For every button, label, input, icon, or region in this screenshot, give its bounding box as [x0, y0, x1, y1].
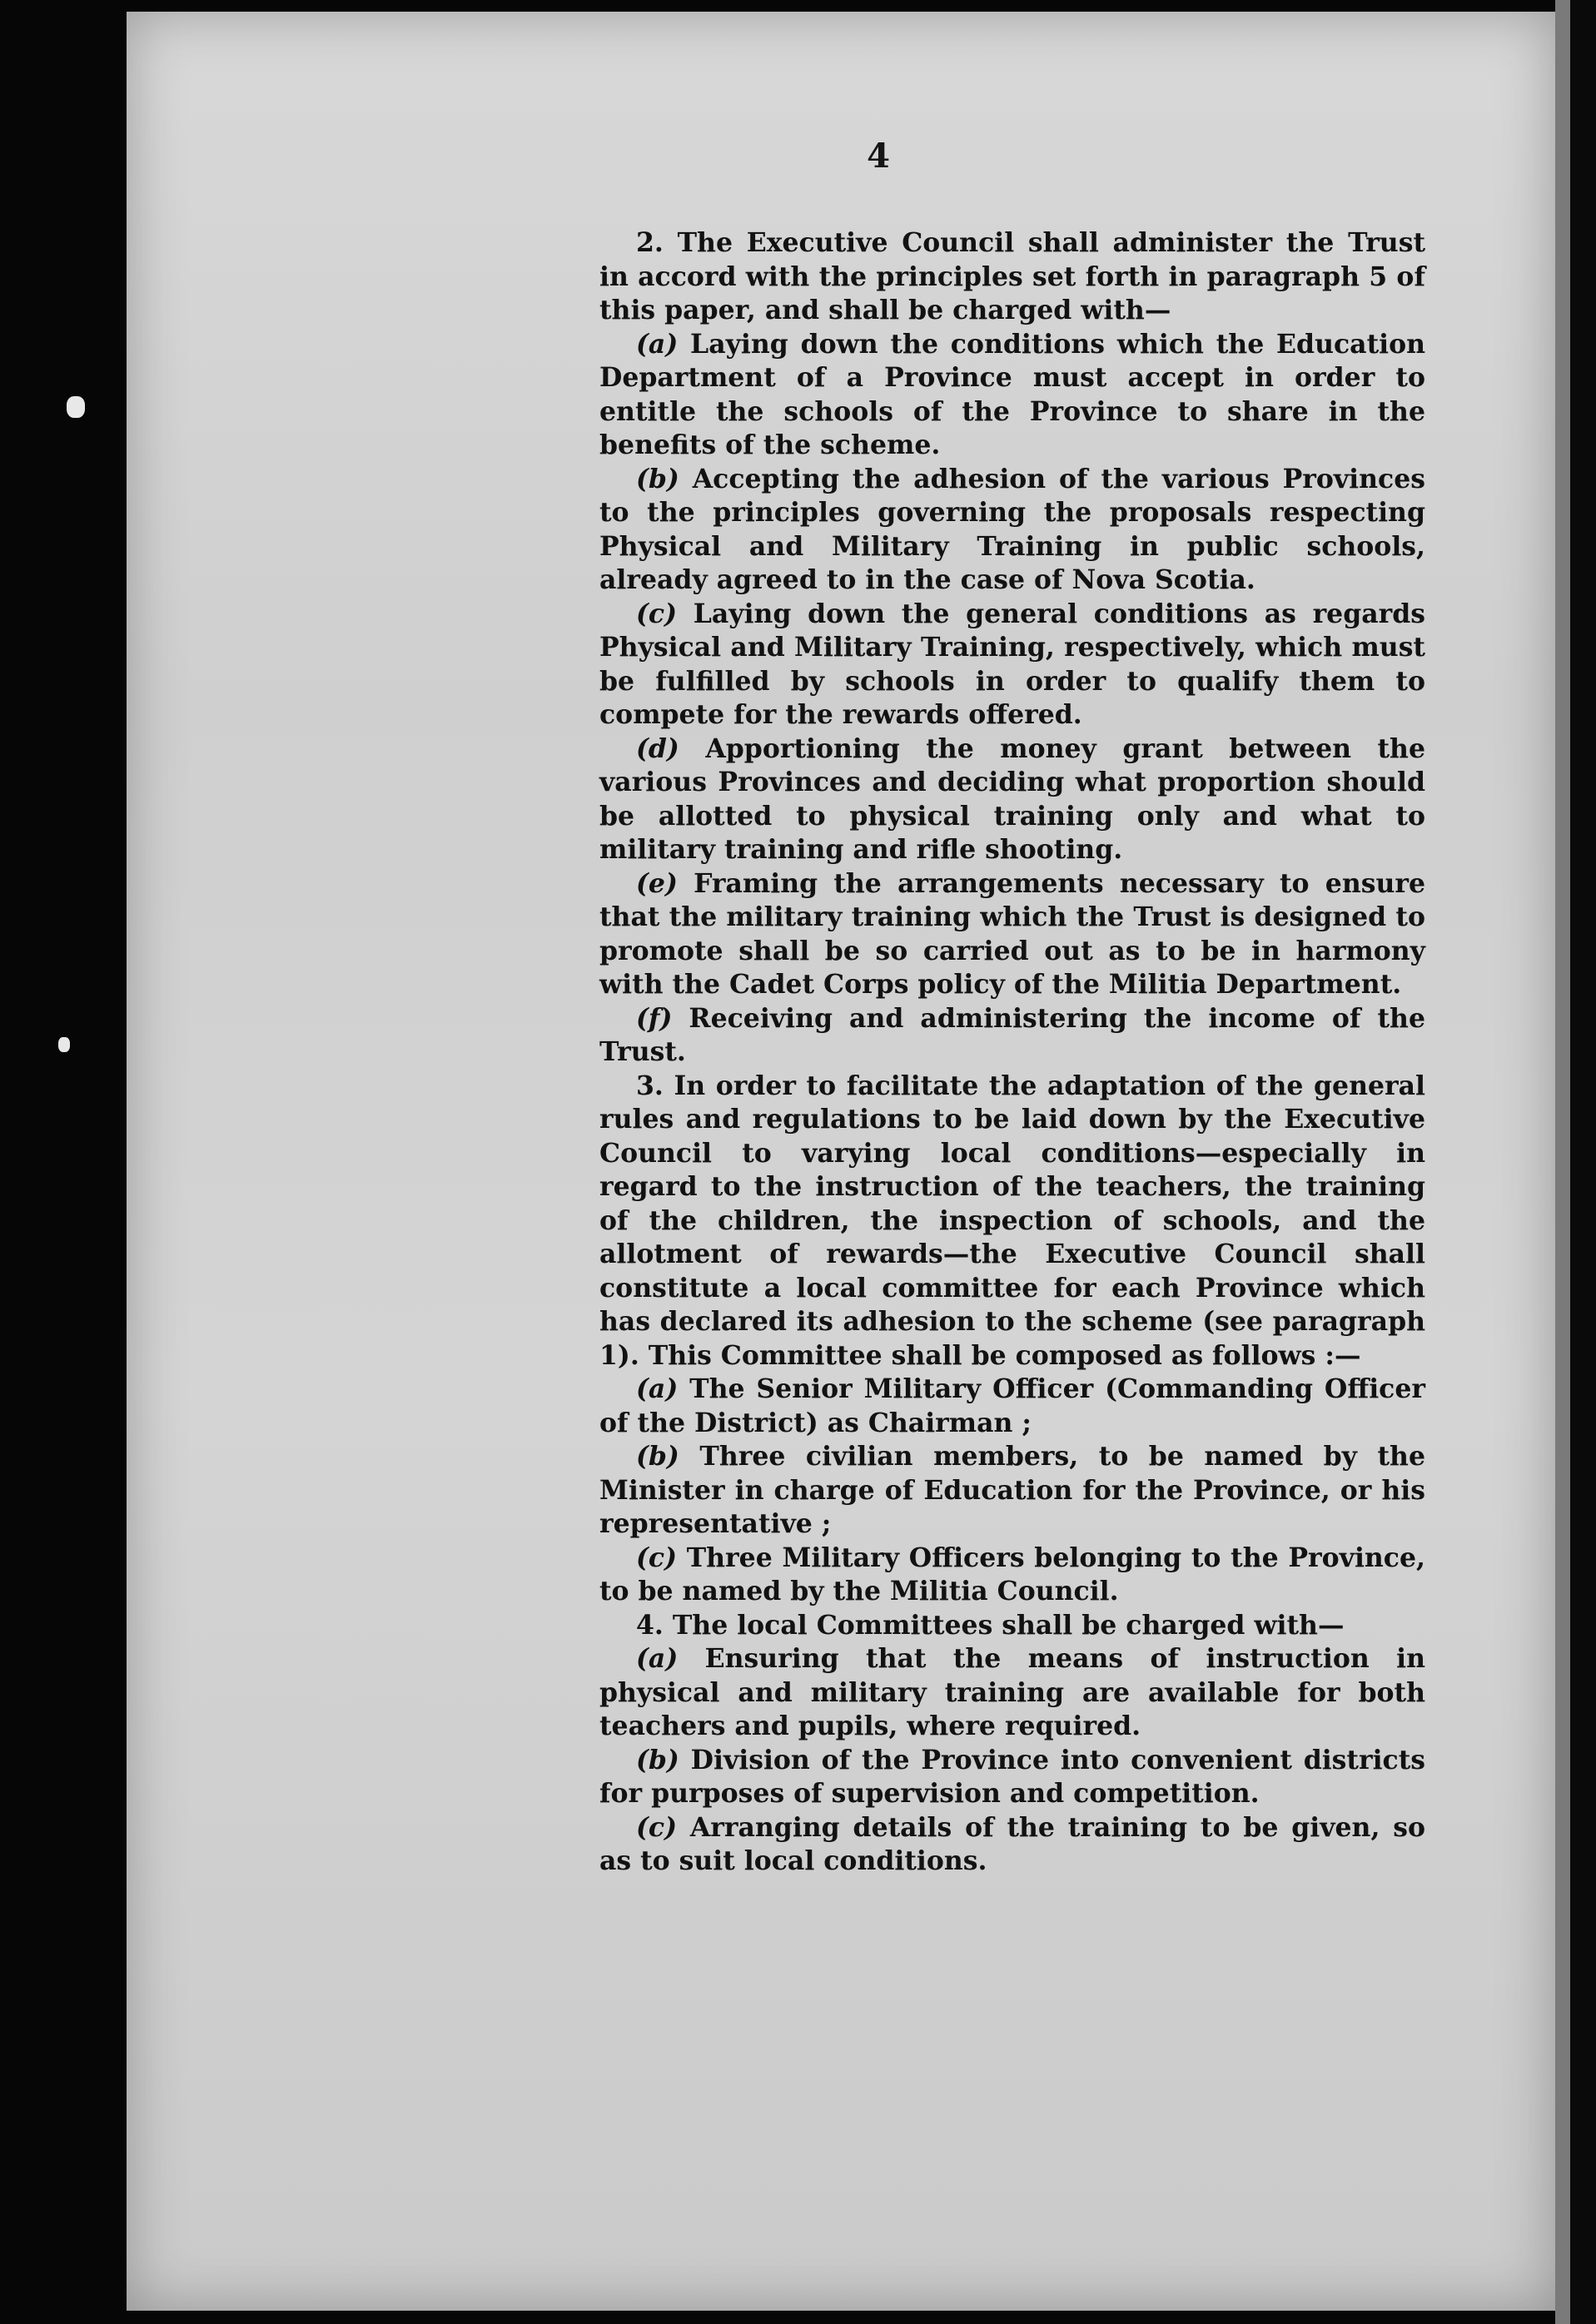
clause-3b: (b) Three civilian members, to be named by the Minister in charge of Education for the Province, or his representative ;	[599, 1441, 1425, 1539]
adjacent-page-edge	[1555, 0, 1570, 2324]
binding-mark	[67, 396, 85, 418]
page-number: 4	[867, 137, 890, 176]
clause-marker: (c)	[636, 1542, 677, 1573]
clause-marker: (c)	[636, 598, 677, 629]
clause-marker: (a)	[636, 1643, 679, 1674]
clause-marker: (e)	[636, 867, 678, 899]
paragraph-2: 2. The Executive Council shall administer the Trust in accord with the principles set forth in paragraph 5 of this paper, and shall be charged with—	[599, 227, 1425, 325]
clause-marker: (b)	[636, 1744, 679, 1775]
clause-2e: (e) Framing the arrangements necessary to ensure that the military training which the Trust is designed to promote shall be so carried out as to be in harmony with the Cadet Corps policy of the Militia Department.	[599, 867, 1425, 1000]
clause-marker: (d)	[636, 732, 679, 764]
scan-border	[1570, 0, 1596, 2324]
document-body	[599, 226, 1425, 1879]
clause-4b: (b) Division of the Province into convenient districts for purposes of supervision and competition.	[599, 1744, 1425, 1809]
clause-marker: (b)	[636, 463, 679, 494]
clause-4c: (c) Arranging details of the training to be given, so as to suit local conditions.	[599, 1811, 1426, 1876]
clause-2f: (f) Receiving and administering the income of the Trust.	[599, 1002, 1425, 1067]
binding-mark	[58, 1037, 70, 1052]
clause-3a: (a) The Senior Military Officer (Commanding Officer of the District) as Chairman ;	[599, 1373, 1425, 1438]
clause-marker: (c)	[636, 1811, 677, 1843]
clause-3c: (c) Three Military Officers belonging to the Province, to be named by the Militia Council.	[599, 1542, 1425, 1606]
clause-marker: (a)	[636, 1373, 679, 1404]
clause-2b: (b) Accepting the adhesion of the various Provinces to the principles governing the proposals respecting Physical and Military Training in public schools, already agreed to in the case of Nova Scotia.	[599, 463, 1425, 595]
paragraph-3: 3. In order to facilitate the adaptation of the general rules and regulations to be laid down by the Executive Council to varying local conditions—especially in regard to the instruction of the teachers, the training of the children, the inspection of schools, and the allotment of rewards—the Executive Council shall constitute a local committee for each Province which has declared its adhesion to the scheme (see paragraph 1). This Committee shall be composed as follows :—	[599, 1070, 1425, 1371]
paragraph-4: 4. The local Committees shall be charged with—	[636, 1609, 1345, 1641]
clause-2a: (a) Laying down the conditions which the Education Department of a Province must accept in order to entitle the schools of the Province to share in the benefits of the scheme.	[599, 328, 1426, 460]
clause-2c: (c) Laying down the general conditions as regards Physical and Military Training, respectively, which must be fulfilled by schools in order to qualify them to compete for the rewards offered.	[599, 598, 1426, 730]
clause-2d: (d) Apportioning the money grant between the various Provinces and deciding what proportion should be allotted to physical training only and what to military training and rifle shooting.	[599, 732, 1426, 865]
clause-4a: (a) Ensuring that the means of instruction in physical and military training are available for both teachers and pupils, where required.	[599, 1643, 1425, 1741]
clause-marker: (f)	[636, 1002, 673, 1034]
clause-marker: (b)	[636, 1441, 679, 1472]
clause-marker: (a)	[636, 328, 679, 360]
document-page	[127, 12, 1555, 2311]
